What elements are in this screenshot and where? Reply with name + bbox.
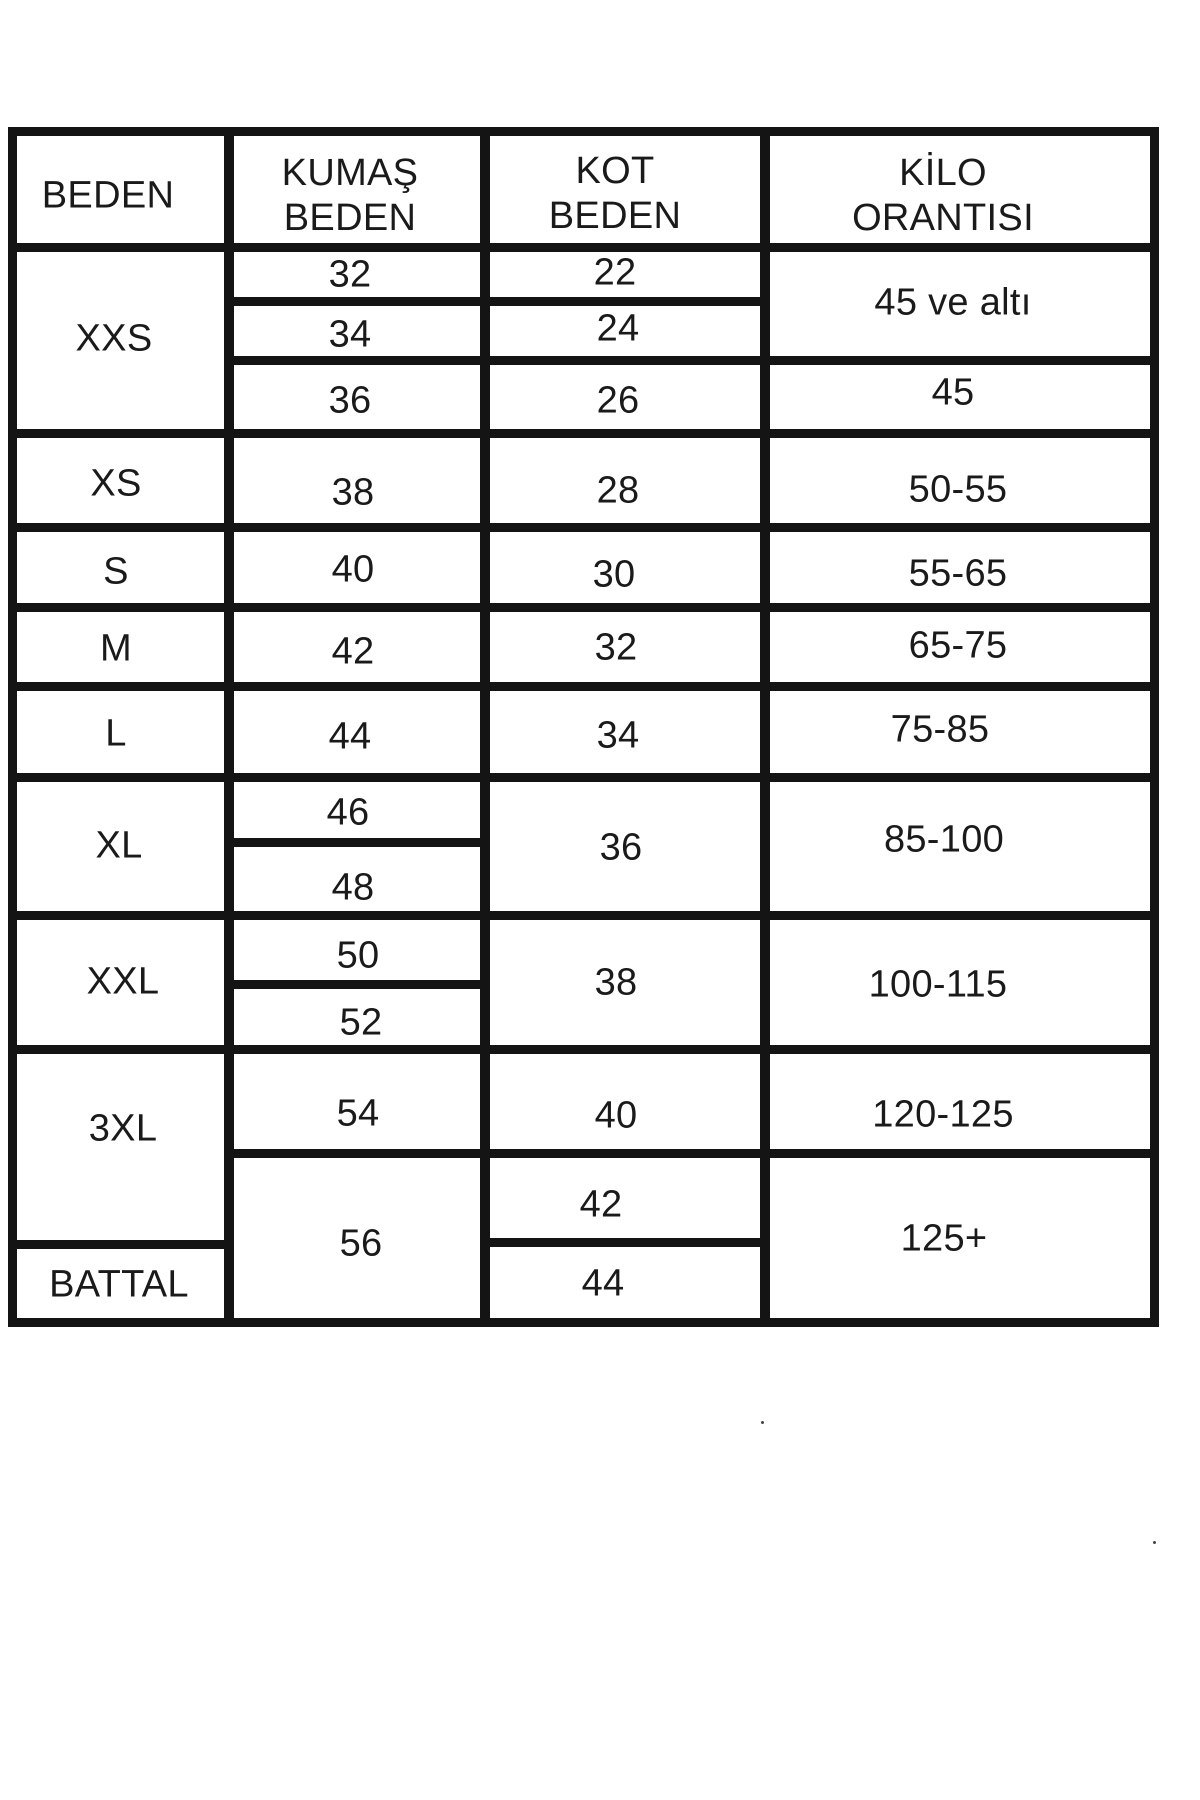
kilo-45-ve-alti: 45 ve altı (874, 281, 1032, 324)
beden-xxl: XXL (86, 960, 160, 1003)
kot-44: 44 (581, 1262, 625, 1305)
row-divider-3xl (224, 1149, 1159, 1158)
beden-xl: XL (95, 824, 143, 867)
kilo-55-65: 55-65 (908, 552, 1008, 595)
row-divider-m (8, 682, 1159, 691)
kumas-48: 48 (331, 866, 375, 909)
kilo-50-55: 50-55 (908, 468, 1008, 511)
table-border-top (8, 127, 1159, 136)
row-divider-kot-22 (490, 297, 760, 306)
kumas-46: 46 (326, 791, 370, 834)
header-kumas-beden: KUMAŞ BEDEN (281, 152, 419, 239)
row-divider-xxs-kumas-kot (234, 356, 760, 365)
kot-22: 22 (593, 251, 637, 294)
kot-34: 34 (596, 714, 640, 757)
kumas-50: 50 (336, 934, 380, 977)
kot-30: 30 (592, 553, 636, 596)
header-kilo-orantisi: KİLO ORANTISI (852, 152, 1034, 239)
kilo-45: 45 (931, 371, 975, 414)
kumas-54: 54 (336, 1092, 380, 1135)
kot-42: 42 (579, 1183, 623, 1226)
row-divider-header (8, 243, 1159, 252)
beden-xs: XS (90, 462, 142, 505)
kot-40: 40 (594, 1094, 638, 1137)
kot-32: 32 (594, 626, 638, 669)
kot-26: 26 (596, 379, 640, 422)
kilo-120-125: 120-125 (872, 1093, 1014, 1136)
stray-mark-1 (761, 1421, 764, 1424)
row-divider-battal (8, 1240, 234, 1249)
beden-3xl: 3XL (88, 1107, 158, 1150)
column-divider-1 (224, 127, 234, 1327)
kumas-38: 38 (331, 471, 375, 514)
beden-m: M (100, 627, 132, 670)
table-border-left (8, 127, 17, 1327)
row-divider-kumas-46 (234, 838, 480, 847)
kilo-75-85: 75-85 (890, 708, 990, 751)
kilo-85-100: 85-100 (883, 818, 1005, 861)
kilo-65-75: 65-75 (908, 624, 1008, 667)
kumas-56: 56 (339, 1222, 383, 1265)
kumas-34: 34 (328, 313, 372, 356)
kot-28: 28 (596, 469, 640, 512)
kot-38: 38 (594, 961, 638, 1004)
stray-mark-2 (1153, 1541, 1156, 1544)
row-divider-kumas-32 (234, 297, 480, 306)
row-divider-xxl (8, 1045, 1159, 1054)
kumas-32: 32 (328, 253, 372, 296)
beden-s: S (103, 550, 129, 593)
kilo-100-115: 100-115 (868, 963, 1008, 1006)
header-kot-beden: KOT BEDEN (548, 150, 682, 237)
beden-l: L (105, 712, 127, 755)
beden-battal: BATTAL (49, 1263, 189, 1306)
kot-24: 24 (596, 307, 640, 350)
row-divider-xs (8, 523, 1159, 532)
row-divider-xl (8, 911, 1159, 920)
row-divider-xxs (8, 429, 1159, 438)
row-divider-s (8, 603, 1159, 612)
row-divider-l (8, 773, 1159, 782)
row-divider-kumas-50 (234, 980, 480, 989)
column-divider-2 (480, 127, 490, 1327)
table-border-bottom (8, 1318, 1159, 1327)
header-beden: BEDEN (41, 174, 175, 217)
row-divider-kot-42 (480, 1238, 770, 1247)
size-chart-table (8, 127, 1159, 1327)
beden-xxs: XXS (75, 317, 153, 360)
kumas-40: 40 (331, 548, 375, 591)
row-divider-xxs-kilo (770, 356, 1150, 365)
kot-36: 36 (599, 826, 643, 869)
kilo-125-plus: 125+ (900, 1217, 988, 1260)
kumas-42: 42 (331, 630, 375, 673)
table-border-right (1150, 127, 1159, 1327)
kumas-44: 44 (328, 715, 372, 758)
column-divider-3 (760, 127, 770, 1327)
kumas-52: 52 (339, 1001, 383, 1044)
kumas-36: 36 (328, 379, 372, 422)
